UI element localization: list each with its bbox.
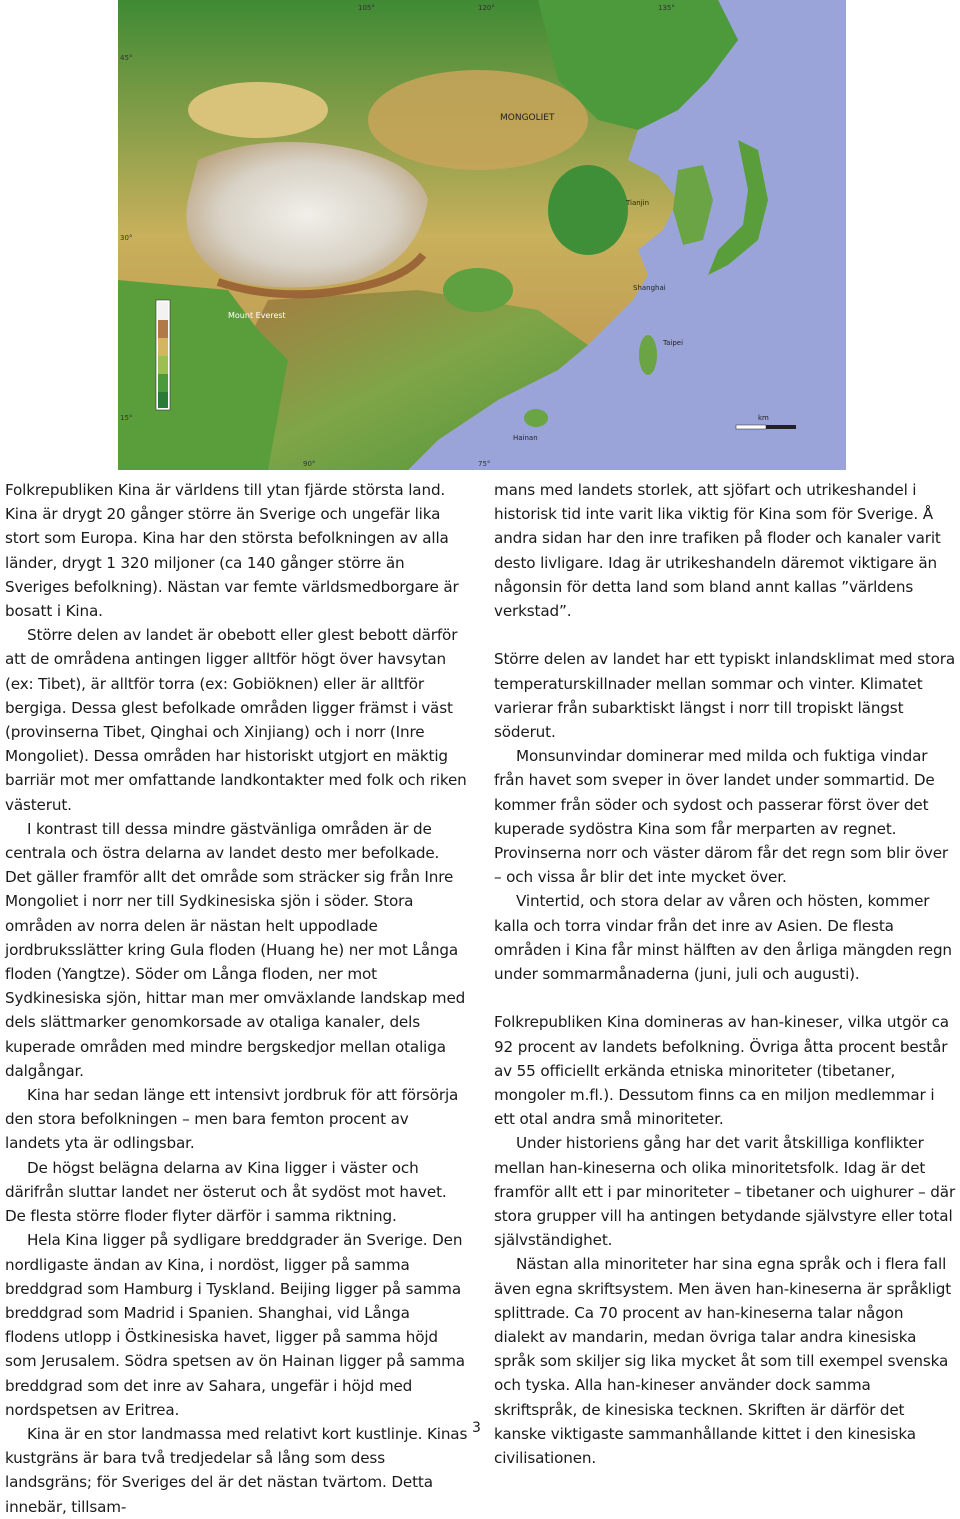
taiwan-island	[639, 335, 657, 375]
right-paragraph-7: Nästan alla minoriteter har sina egna språk och i flera fall även egna skriftsystem. Men även han-kineserna är språkligt splittrade. Ca 70 procent av han-kineserna talar någon dialekt av mandarin, medan övriga talar andra kinesiska språk som skiljer sig lika mycket åt som till exempel svenska och tyska. Alla han-kineser använder dock samma skriftspråk, de kinesiska tecknen. Skriften är därför det kanske viktigaste sammanhållande kittet i den kinesiska civilisationen.	[494, 1255, 952, 1468]
label-hainan: Hainan	[513, 434, 538, 442]
right-paragraph-4: Vintertid, och stora delar av våren och hösten, kommer kalla och torra vindar från det inre av Asien. De flesta områden i Kina får minst hälften av den årliga mängden regn under sommarmånaderna (juni, juli och augusti).	[494, 892, 952, 984]
left-paragraph-2: Större delen av landet är obebott eller glest bebott därför att de områdena antingen ligger alltför högt över havsytan (ex: Tibet), är alltför torra (ex: Gobiöknen) eller är alltför bergiga. Dessa glest befolkade områden ligger främst i väst (provinserna Tibet, Qinghai och Xinjiang) och i norr (Inre Mongoliet). Dessa områden har historiskt utgjort en mäktig barriär mot mer omfattande landkontakter med folk och riken västerut.	[5, 626, 467, 814]
topographic-map-china	[118, 0, 846, 470]
scale-bar	[736, 425, 796, 429]
left-paragraph-1: Folkrepubliken Kina är världens till ytan fjärde största land. Kina är drygt 20 gånger större än Sverige och ungefär lika stort som Europa. Kina har den största befolkningen av alla länder, drygt 1 320 miljoner (ca 140 gånger större än Sveriges befolkning). Nästan var femte världsmedborgare är bosatt i Kina.	[5, 481, 459, 621]
left-paragraph-7: Kina är en stor landmassa med relativt kort kustlinje. Kinas kustgräns är bara två tredjedelar så lång som dess landsgräns; för Sveriges del är det nästan tvärtom. Detta innebär, tillsam-	[5, 1424, 468, 1516]
right-paragraph-3: Monsunvindar dominerar med milda och fuktiga vindar från havet som sveper in över landet under sommartid. De kommer från söder och sydost och passerar först över det kuperade sydöstra Kina som får merparten av regnet. Provinserna norr och väster därom får det regn som blir över – och vissa år blir det inte mycket över.	[494, 747, 949, 887]
label-deg-105: 105°	[358, 4, 375, 12]
label-mongoliet: MONGOLIET	[500, 113, 555, 123]
label-deg-30: 30°	[120, 234, 133, 242]
hainan-island	[524, 409, 548, 427]
right-paragraph-2: Större delen av landet har ett typiskt inlandsklimat med stora temperaturskillnader mellan sommar och vinter. Klimatet varierar från subarktiskt längst i norr till tropiskt längst söderut.	[494, 650, 956, 742]
page-number: 3	[472, 1420, 481, 1436]
label-deg-90: 90°	[303, 460, 316, 468]
left-paragraph-3: I kontrast till dessa mindre gästvänliga områden är de centrala och östra delarna av landet desto mer befolkade. Det gäller framför allt det område som sträcker sig från Inre Mongoliet i norr ner till Sydkinesiska sjön i söder. Stora områden av norra delen är nästan helt uppodlade jordbruksslätter kring Gula floden (Huang he) ner mot Långa floden (Yangtze). Söder om Långa floden, ner mot Sydkinesiska sjön, hittar man mer omväxlande landskap med dels slättmarker genomkorsade av otaliga kanaler, dels kuperade områden med mindre bergskedjor mellan otaliga dalgångar.	[5, 819, 466, 1080]
label-tianjin: Tianjin	[626, 199, 650, 207]
label-shanghai: Shanghai	[633, 284, 666, 292]
label-deg-135: 135°	[658, 4, 675, 12]
right-paragraph-5: Folkrepubliken Kina domineras av han-kineser, vilka utgör ca 92 procent av landets befolkning. Övriga åtta procent består av 55 officiellt erkända etniska minoriteter (tibetaner, mongoler m.fl.). Dessutom finns ca en miljon medlemmar i ett otal andra små minoriteter.	[494, 1013, 949, 1129]
label-deg-75: 75°	[478, 460, 491, 468]
elevation-legend	[156, 300, 170, 410]
right-paragraph-6: Under historiens gång har det varit åtskilliga konflikter mellan han-kineserna och olika minoritetsfolk. Idag är det framför allt ett i par minoriteter – tibetaner och uighurer – där stora grupper vill ha antingen betydande självstyre eller total självständighet.	[494, 1134, 956, 1250]
left-text-column	[5, 478, 468, 1519]
label-mount-everest: Mount Everest	[228, 311, 286, 320]
label-taipei: Taipei	[663, 339, 684, 347]
map-graphic	[118, 0, 846, 470]
tarim-basin	[188, 82, 328, 138]
label-scale-km: km	[758, 414, 769, 422]
right-text-column	[494, 478, 956, 1470]
label-deg-120: 120°	[478, 4, 495, 12]
sichuan-basin	[443, 268, 513, 312]
label-deg-45: 45°	[120, 54, 133, 62]
north-china-plain	[548, 165, 628, 255]
label-deg-15: 15°	[120, 414, 133, 422]
mongolian-plateau	[368, 70, 588, 170]
right-paragraph-1: mans med landets storlek, att sjöfart och utrikeshandel i historisk tid inte varit lika viktig för Kina som för Sverige. Å andra sidan har den inre trafiken på floder och kanaler varit desto livligare. Idag är utrikeshandeln däremot viktigare än någonsin för detta land som bland annt kallas ”världens verkstad”.	[494, 481, 941, 621]
left-paragraph-6: Hela Kina ligger på sydligare breddgrader än Sverige. Den nordligaste ändan av Kina, i nordöst, ligger på samma breddgrad som Hamburg i Tyskland. Beijing ligger på samma breddgrad som Madrid i Spanien. Shanghai, vid Långa flodens utlopp i Östkinesiska havet, ligger på samma höjd som Jerusalem. Södra spetsen av ön Hainan ligger på samma breddgrad som det inre av Sahara, ungefär i höjd med nordspetsen av Eritrea.	[5, 1231, 465, 1419]
left-paragraph-4: Kina har sedan länge ett intensivt jordbruk för att försörja den stora befolkningen – men bara femton procent av landets yta är odlingsbar.	[5, 1086, 459, 1153]
left-paragraph-5: De högst belägna delarna av Kina ligger i väster och därifrån sluttar landet ner österut och åt sydöst mot havet. De flesta större floder flyter därför i samma riktning.	[5, 1158, 447, 1226]
